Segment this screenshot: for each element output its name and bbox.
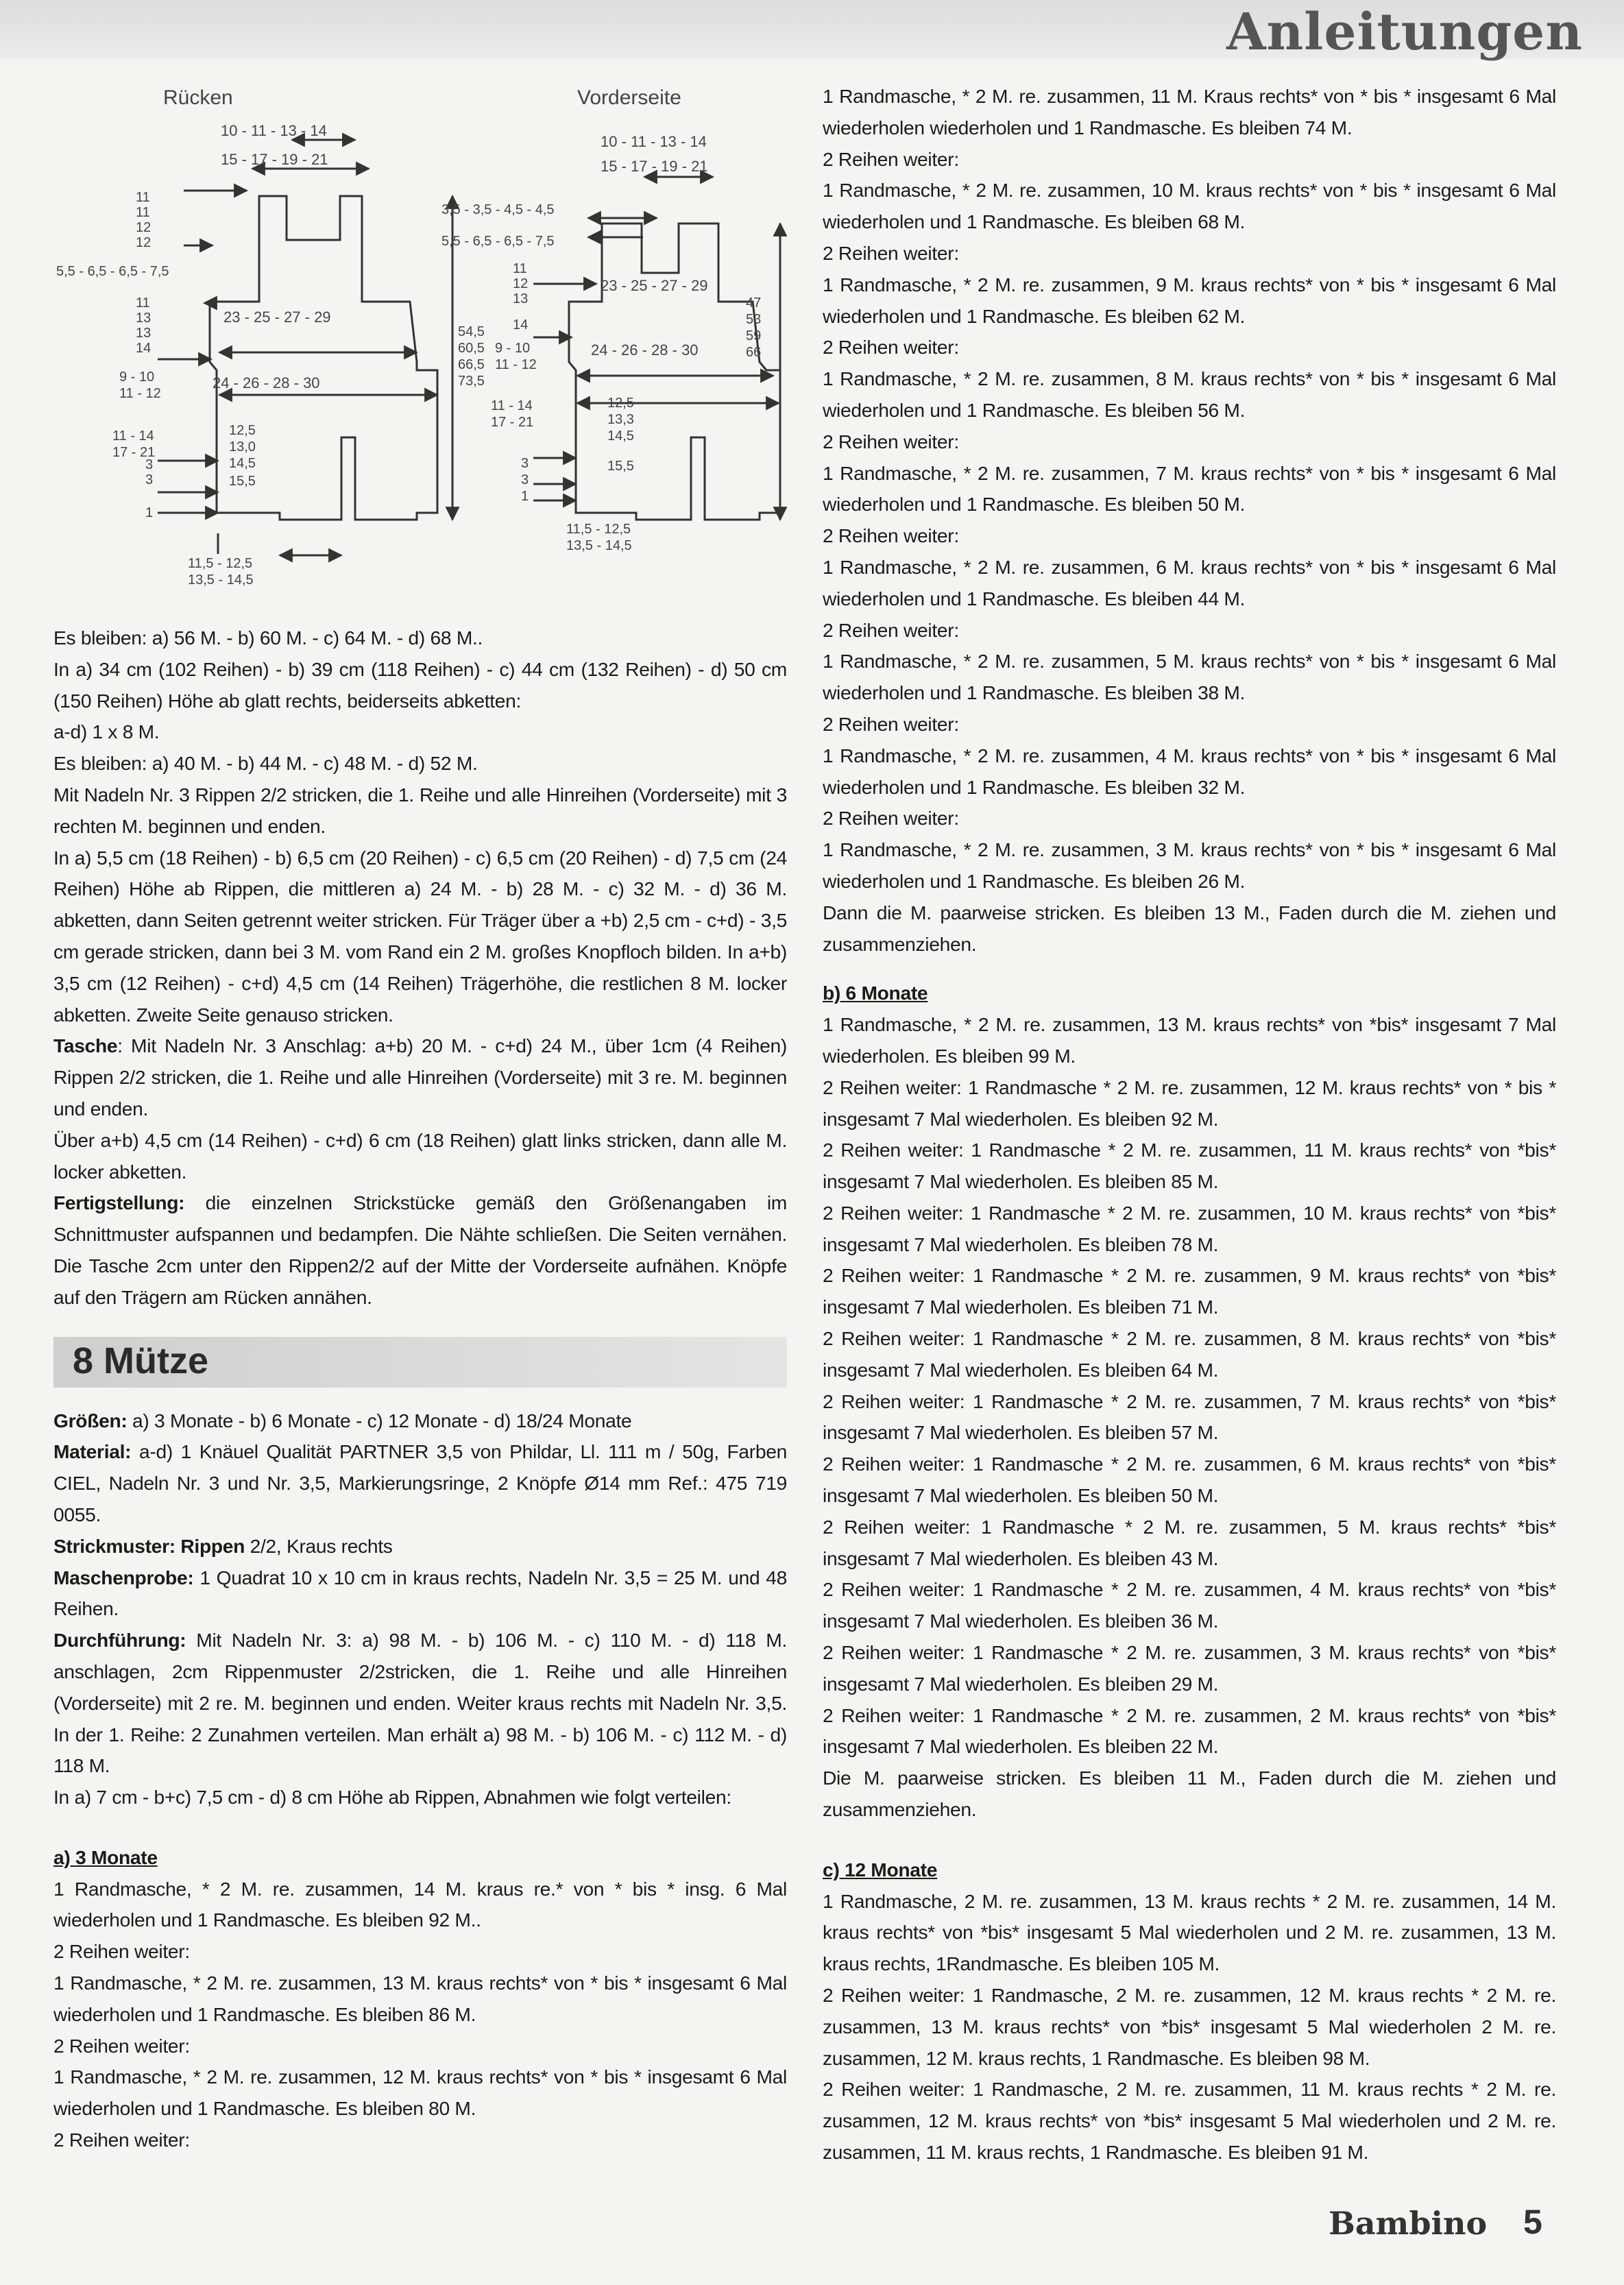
paragraph: 1 Randmasche, * 2 M. re. zusammen, 6 M. kraus rechts* von * bis * insgesamt 6 Mal wiederholen und 1 Randmasche. Es bleiben 44 M.: [823, 555, 1556, 609]
front-height-3: 59: [746, 328, 762, 343]
back-bottom-1: 11,5 - 12,5: [188, 556, 253, 571]
paragraph: 1 Randmasche, * 2 M. re. zusammen, 11 M. Kraus rechts* von * bis * insgesamt 6 Mal wiederholen wiederholen und 1 Randmasche. Es bleiben 74 M.: [823, 85, 1556, 138]
durchfuehrung-line: [53, 1625, 787, 1782]
paragraph: 1 Randmasche, * 2 M. re. zusammen, 9 M. kraus rechts* von * bis * insgesamt 6 Mal wiederholen und 1 Randmasche. Es bleiben 62 M.: [823, 273, 1556, 327]
front-strap-2: 5,5 - 6,5 - 6,5 - 7,5: [441, 234, 555, 249]
back-leg-1: 11 - 14: [112, 428, 154, 444]
paragraph: Mit Nadeln Nr. 3 Rippen 2/2 stricken, die 1. Reihe und alle Hinreihen (Vorderseite) mit 3 rechten M. beginnen und enden.: [53, 783, 787, 837]
paragraph: Dann die M. paarweise stricken. Es bleiben 13 M., Faden durch die M. ziehen und zusammenziehen.: [823, 901, 1556, 955]
paragraph: 2 Reihen weiter:: [823, 618, 959, 641]
back-pocket-2: 13,0: [229, 439, 256, 455]
back-outline: [210, 196, 437, 520]
tasche-text: : Mit Nadeln Nr. 3 Anschlag: a+b) 20 M. - c+d) 24 M., über 1cm (4 Reihen) Rippen 2/2 stricken, die 1. Reihe und alle Hinreihen (Vorderseite) mit 3 re. M. beginnen und enden.: [53, 1035, 787, 1120]
paragraph: 1 Randmasche, * 2 M. re. zusammen, 12 M. kraus rechts* von * bis * insgesamt 6 Mal wiederholen und 1 Randmasche. Es bleiben 80 M.: [53, 2066, 787, 2120]
front-bottom-2: 13,5 - 14,5: [566, 538, 632, 553]
front-width-upper: 23 - 25 - 27 - 29: [601, 277, 708, 294]
paragraph: 2 Reihen weiter: 1 Randmasche * 2 M. re. zusammen, 6 M. kraus rechts* von *bis* insgesamt 7 Mal wiederholen. Es bleiben 50 M.: [823, 1453, 1556, 1507]
front-rows-3b: 3: [521, 472, 529, 487]
paragraph: 2 Reihen weiter: 1 Randmasche, 2 M. re. zusammen, 11 M. kraus rechts * 2 M. re. zusammen, 12 M. kraus rechts* von *bis* insgesamt 5 Mal wiederholen und 2 M. re. zusammen, 11 M. kraus rechts, 1 Randmasche. Es bleiben 91 M.: [823, 2078, 1556, 2163]
front-pocket-2: 13,3: [607, 412, 634, 427]
front-outline: [569, 223, 780, 520]
front-top-widths-1: 10 - 11 - 13 - 14: [601, 133, 707, 150]
paragraph: 1 Randmasche, * 2 M. re. zusammen, 13 M. kraus rechts* von * bis * insgesamt 6 Mal wiederholen und 1 Randmasche. Es bleiben 86 M.: [53, 1972, 787, 2025]
paragraph: 1 Randmasche, * 2 M. re. zusammen, 10 M. kraus rechts* von * bis * insgesamt 6 Mal wiederholen und 1 Randmasche. Es bleiben 68 M.: [823, 179, 1556, 233]
paragraph: Über a+b) 4,5 cm (14 Reihen) - c+d) 6 cm (18 Reihen) glatt links stricken, dann alle M. locker abketten.: [53, 1128, 787, 1183]
back-rows-1: 1: [145, 505, 154, 520]
paragraph: 2 Reihen weiter: 1 Randmasche * 2 M. re. zusammen, 12 M. kraus rechts* von * bis * insgesamt 7 Mal wiederholen. Es bleiben 92 M.: [823, 1076, 1556, 1130]
paragraph: 2 Reihen weiter:: [53, 2129, 190, 2151]
front-pocket-1: 12,5: [607, 396, 634, 411]
front-leg-2: 17 - 21: [491, 415, 534, 430]
back-side-11c: 11: [136, 295, 150, 311]
paragraph: 1 Randmasche, * 2 M. re. zusammen, 8 M. kraus rechts* von * bis * insgesamt 6 Mal wiederholen und 1 Randmasche. Es bleiben 56 M.: [823, 367, 1556, 421]
paragraph: 2 Reihen weiter:: [823, 147, 959, 170]
paragraph: a-d) 1 x 8 M.: [53, 721, 160, 743]
paragraph: 2 Reihen weiter: 1 Randmasche * 2 M. re. zusammen, 5 M. kraus rechts* *bis* insgesamt 7 Mal wiederholen. Es bleiben 43 M.: [823, 1515, 1556, 1569]
back-height-2: 60,5: [458, 341, 485, 356]
back-bottom-2: 13,5 - 14,5: [188, 572, 254, 588]
paragraph: In a) 34 cm (102 Reihen) - b) 39 cm (118 Reihen) - c) 44 cm (132 Reihen) - d) 50 cm (150 Reihen) Höhe ab glatt rechts, beiderseits abketten:: [53, 657, 787, 712]
back-side-11a: 11: [136, 190, 150, 205]
paragraph: 2 Reihen weiter: 1 Randmasche * 2 M. re. zusammen, 3 M. kraus rechts* von *bis* insgesamt 7 Mal wiederholen. Es bleiben 29 M.: [823, 1641, 1556, 1695]
front-height-2: 53: [746, 312, 762, 327]
paragraph: 2 Reihen weiter: 1 Randmasche * 2 M. re. zusammen, 9 M. kraus rechts* von *bis* insgesamt 7 Mal wiederholen. Es bleiben 71 M.: [823, 1264, 1556, 1318]
front-top-widths-2: 15 - 17 - 19 - 21: [601, 158, 708, 175]
maschenprobe-line: [53, 1562, 787, 1625]
back-side-12a: 12: [136, 220, 152, 235]
front-pocket-4: 15,5: [607, 459, 634, 474]
paragraph: 2 Reihen weiter:: [823, 807, 959, 830]
spacer: [823, 1826, 1556, 1854]
back-top-widths-2: 15 - 17 - 19 - 21: [221, 151, 328, 168]
front-bottom-1: 11,5 - 12,5: [566, 522, 631, 537]
back-height-3: 66,5: [458, 357, 485, 372]
back-armhole-2: 11 - 12: [119, 386, 161, 401]
front-height-1: 47: [746, 295, 762, 311]
paragraph-fertig: [53, 1187, 787, 1313]
paragraph: 2 Reihen weiter: 1 Randmasche * 2 M. re. zusammen, 4 M. kraus rechts* von *bis* insgesamt 7 Mal wiederholen. Es bleiben 36 M.: [823, 1578, 1556, 1632]
footer-brand: Bambino: [1329, 2205, 1488, 2242]
back-top-widths-1: 10 - 11 - 13 - 14: [221, 122, 327, 139]
paragraph: 1 Randmasche, 2 M. re. zusammen, 13 M. kraus rechts * 2 M. re. zusammen, 14 M. kraus rechts* von *bis* insgesamt 5 Mal wiederholen und 2 M. re. zusammen, 13 M. kraus rechts, 1Randmasche. Es bleiben 105 M.: [823, 1889, 1556, 1975]
front-armhole-1: 9 - 10: [495, 341, 531, 356]
material-label: Material:: [53, 1440, 132, 1463]
groessen-text: a) 3 Monate - b) 6 Monate - c) 12 Monate - d) 18/24 Monate: [127, 1409, 632, 1431]
sizes-line: [53, 1405, 787, 1437]
paragraph: 2 Reihen weiter:: [823, 336, 959, 359]
paragraph: 1 Randmasche, * 2 M. re. zusammen, 14 M. kraus re.* von * bis * insg. 6 Mal wiederholen und 1 Randmasche. Es bleiben 92 M..: [53, 1877, 787, 1931]
paragraph: 1 Randmasche, * 2 M. re. zusammen, 5 M. kraus rechts* von * bis * insgesamt 6 Mal wiederholen und 1 Randmasche. Es bleiben 38 M.: [823, 650, 1556, 704]
back-leg-2: 17 - 21: [112, 445, 156, 460]
maschen-label: Maschenprobe:: [53, 1566, 194, 1588]
front-rows-3a: 3: [521, 456, 529, 471]
paragraph: 2 Reihen weiter:: [53, 1940, 190, 1963]
paragraph: 1 Randmasche, * 2 M. re. zusammen, 4 M. kraus rechts* von * bis * insgesamt 6 Mal wiederholen und 1 Randmasche. Es bleiben 32 M.: [823, 744, 1556, 798]
strickmuster-line: [53, 1531, 787, 1562]
back-rows-3b: 3: [145, 472, 154, 487]
material-line: [53, 1436, 787, 1530]
back-side-11b: 11: [136, 205, 150, 220]
back-pocket-1: 12,5: [229, 423, 256, 438]
durch-label: Durchführung:: [53, 1629, 186, 1652]
front-side-14: 14: [513, 317, 529, 333]
back-rows-3a: 3: [145, 457, 154, 472]
back-side-13a: 13: [136, 311, 152, 326]
back-height-4: 73,5: [458, 374, 485, 389]
fertig-text: die einzelnen Strickstücke gemäß den Größenangaben im Schnittmuster aufspannen und bedampfen. Die Nähte schließen. Die Seiten vernähen. Die Tasche 2cm unter den Rippen2/2 auf der Mitte der Vorderseite aufnähen. Knöpfe auf den Trägern am Rücken annähen.: [53, 1192, 787, 1308]
paragraph: 2 Reihen weiter: 1 Randmasche * 2 M. re. zusammen, 7 M. kraus rechts* von *bis* insgesamt 7 Mal wiederholen. Es bleiben 57 M.: [823, 1390, 1556, 1444]
schematic-diagram: [53, 81, 787, 622]
spacer: [823, 960, 1556, 978]
paragraph: In a) 5,5 cm (18 Reihen) - b) 6,5 cm (20 Reihen) - c) 6,5 cm (20 Reihen) - d) 7,5 cm (24 Reihen) Höhe ab Rippen, die mittleren a) 24 M. - b) 28 M. - c) 32 M. - d) 36 M. abketten, dann Seiten getrennt weiter stricken. Für Träger über a +b) 2,5 cm - c+d) - 3,5 cm gerade stricken, dann bei 3 M. vom Rand ein 2 M. großes Knopfloch bilden. In a+b) 3,5 cm (12 Reihen) - c+d) 4,5 cm (14 Reihen) Trägerhöhe, die restlichen 8 M. locker abketten. Zweite Seite genauso stricken.: [53, 846, 787, 1026]
front-leg-1: 11 - 14: [491, 398, 533, 413]
back-armhole-1: 9 - 10: [119, 370, 155, 385]
back-side-13b: 13: [136, 326, 152, 341]
front-armhole-2: 11 - 12: [495, 357, 537, 372]
section-title: 8 Mütze: [73, 1340, 209, 1381]
tasche-label: Tasche: [53, 1035, 118, 1057]
back-label: Rücken: [163, 86, 233, 109]
paragraph: Die M. paarweise stricken. Es bleiben 11 M., Faden durch die M. ziehen und zusammenziehen.: [823, 1767, 1556, 1821]
front-label: Vorderseite: [577, 86, 681, 109]
paragraph: 2 Reihen weiter:: [823, 430, 959, 452]
spacer: [53, 1813, 787, 1842]
paragraph: In a) 7 cm - b+c) 7,5 cm - d) 8 cm Höhe ab Rippen, Abnahmen wie folgt verteilen:: [53, 1786, 731, 1809]
back-side-12b: 12: [136, 235, 152, 250]
subheading-3-monate: a) 3 Monate: [53, 1846, 158, 1868]
paragraph: 2 Reihen weiter:: [823, 241, 959, 264]
paragraph: 2 Reihen weiter: 1 Randmasche * 2 M. re. zusammen, 8 M. kraus rechts* von *bis* insgesamt 7 Mal wiederholen. Es bleiben 64 M.: [823, 1327, 1556, 1381]
material-text: a-d) 1 Knäuel Qualität PARTNER 3,5 von Phildar, Ll. 111 m / 50g, Farben CIEL, Nadeln Nr. 3 und Nr. 3,5, Markierungsringe, 2 Knöpfe Ø14 mm Ref.: 475 719 0055.: [53, 1440, 787, 1525]
paragraph: Es bleiben: a) 40 M. - b) 44 M. - c) 48 M. - d) 52 M.: [53, 752, 478, 775]
front-strap-1: 3,5 - 3,5 - 4,5 - 4,5: [441, 202, 555, 217]
front-width-lower: 24 - 26 - 28 - 30: [591, 341, 699, 359]
durch-text: Mit Nadeln Nr. 3: a) 98 M. - b) 106 M. - c) 110 M. - d) 118 M. anschlagen, 2cm Rippenmuster 2/2stricken, die 1. Reihe und alle Hinreihen (Vorderseite) mit 2 re. M. beginnen und enden. Weiter kraus rechts mit Nadeln Nr. 3,5. In der 1. Reihe: 2 Zunahmen verteilen. Man erhält a) 98 M. - b) 106 M. - c) 112 M. - d) 118 M.: [53, 1629, 787, 1777]
back-strap: 5,5 - 6,5 - 6,5 - 7,5: [56, 264, 169, 279]
paragraph: Es bleiben: a) 56 M. - b) 60 M. - c) 64 M. - d) 68 M..: [53, 627, 483, 649]
left-column: [53, 81, 787, 2156]
front-side-12: 12: [513, 276, 529, 291]
strick-label: Strickmuster: Rippen: [53, 1534, 245, 1557]
paragraph: 2 Reihen weiter:: [53, 2034, 190, 2057]
maschen-text: 1 Quadrat 10 x 10 cm in kraus rechts, Nadeln Nr. 3,5 = 25 M. und 48 Reihen.: [53, 1566, 787, 1620]
paragraph: 1 Randmasche, * 2 M. re. zusammen, 3 M. kraus rechts* von * bis * insgesamt 6 Mal wiederholen und 1 Randmasche. Es bleiben 26 M.: [823, 838, 1556, 892]
back-side-14: 14: [136, 341, 152, 356]
diagram-svg: [53, 81, 787, 622]
paragraph: 2 Reihen weiter:: [823, 712, 959, 735]
paragraph: 2 Reihen weiter: 1 Randmasche * 2 M. re. zusammen, 10 M. kraus rechts* von *bis* insgesamt 7 Mal wiederholen. Es bleiben 78 M.: [823, 1201, 1556, 1255]
page-number: 5: [1523, 2203, 1542, 2241]
front-side-11a: 11: [513, 261, 527, 276]
subheading-6-monate: b) 6 Monate: [823, 982, 928, 1004]
right-column: [823, 81, 1556, 2168]
back-width-upper: 23 - 25 - 27 - 29: [223, 309, 331, 326]
groessen-label: Größen:: [53, 1409, 128, 1431]
section-header-bar: [53, 1337, 787, 1388]
paragraph: 1 Randmasche, * 2 M. re. zusammen, 7 M. kraus rechts* von * bis * insgesamt 6 Mal wiederholen und 1 Randmasche. Es bleiben 50 M.: [823, 461, 1556, 516]
back-pocket-3: 14,5: [229, 456, 256, 471]
paragraph: 2 Reihen weiter: 1 Randmasche * 2 M. re. zusammen, 11 M. kraus rechts* von *bis* insgesamt 7 Mal wiederholen. Es bleiben 85 M.: [823, 1139, 1556, 1193]
paragraph-tasche: [53, 1030, 787, 1124]
front-pocket-3: 14,5: [607, 428, 634, 444]
front-rows-1: 1: [521, 489, 529, 504]
back-pocket-4: 15,5: [229, 474, 256, 489]
paragraph: 2 Reihen weiter: 1 Randmasche, 2 M. re. zusammen, 12 M. kraus rechts * 2 M. re. zusammen, 13 M. kraus rechts* von *bis* insgesamt 5 Mal wiederholen 2 M. re. zusammen, 12 M. kraus rechts, 1 Randmasche. Es bleiben 98 M.: [823, 1984, 1556, 2069]
fertig-label: Fertigstellung:: [53, 1192, 185, 1214]
front-height-4: 66: [746, 345, 762, 360]
paragraph: 2 Reihen weiter: 1 Randmasche * 2 M. re. zusammen, 2 M. kraus rechts* von *bis* insgesamt 7 Mal wiederholen. Es bleiben 22 M.: [823, 1704, 1556, 1758]
back-width-lower: 24 - 26 - 28 - 30: [213, 374, 320, 391]
page-header-title: Anleitungen: [1226, 3, 1583, 62]
strick-text: 2/2, Kraus rechts: [245, 1534, 393, 1557]
subheading-12-monate: c) 12 Monate: [823, 1858, 938, 1881]
paragraph: 2 Reihen weiter:: [823, 524, 959, 547]
paragraph: 1 Randmasche, * 2 M. re. zusammen, 13 M. kraus rechts* von *bis* insgesamt 7 Mal wiederholen. Es bleiben 99 M.: [823, 1013, 1556, 1067]
back-height-1: 54,5: [458, 324, 485, 339]
front-side-13: 13: [513, 291, 529, 306]
